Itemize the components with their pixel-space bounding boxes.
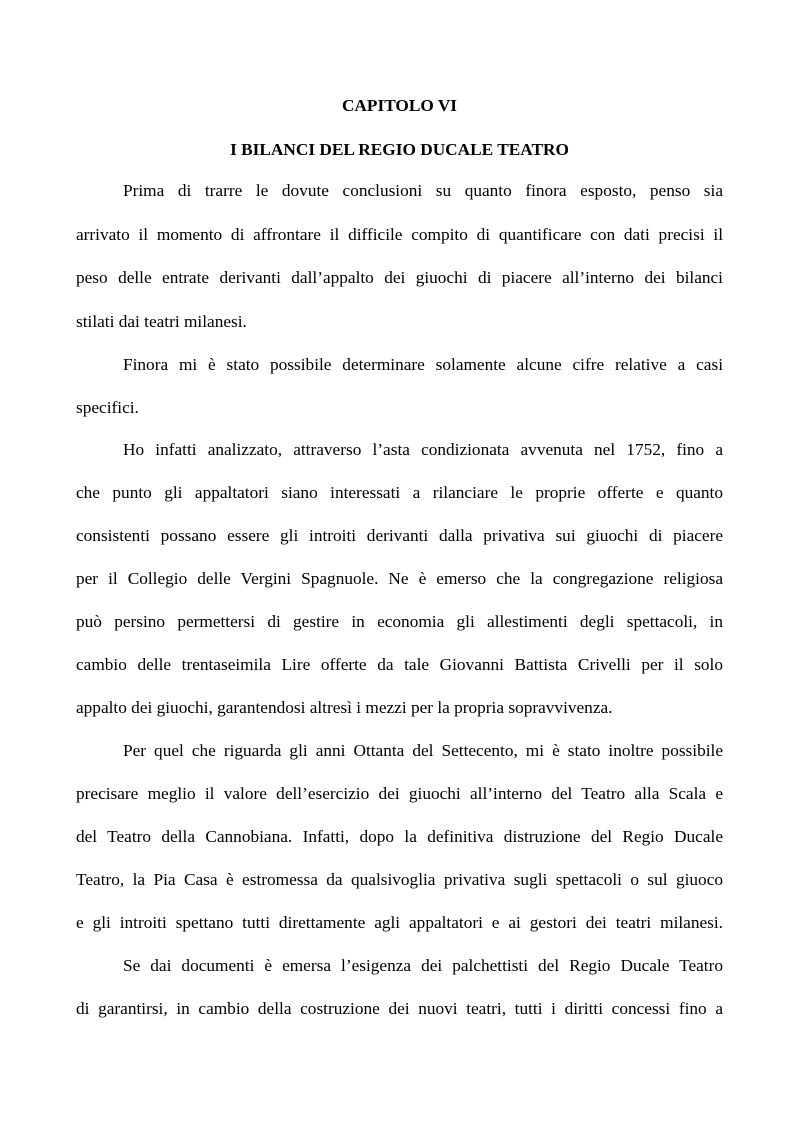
text-line: Se dai documenti è emersa l’esigenza dei palchettisti del Regio Ducale Teatro [123, 956, 723, 975]
text-line: peso delle entrate derivanti dall’appalto dei giuochi di piacere all’interno dei bilanci [76, 268, 723, 287]
text-line: Prima di trarre le dovute conclusioni su quanto finora esposto, penso sia [123, 181, 723, 200]
text-line: cambio delle trentaseimila Lire offerte da tale Giovanni Battista Crivelli per il solo [76, 655, 723, 674]
text-line: stilati dai teatri milanesi. [76, 312, 247, 331]
text-line: consistenti possano essere gli introiti derivanti dalla privativa sui giuochi di piacere [76, 526, 723, 545]
text-line: Teatro, la Pia Casa è estromessa da qualsivoglia privativa sugli spettacoli o sul giuoco [76, 870, 723, 889]
chapter-heading: CAPITOLO VI [341, 96, 458, 115]
text-line: del Teatro della Cannobiana. Infatti, dopo la definitiva distruzione del Regio Ducale [76, 827, 723, 846]
text-line: specifici. [76, 398, 139, 417]
text-line: arrivato il momento di affrontare il difficile compito di quantificare con dati precisi il [76, 225, 723, 244]
text-line: precisare meglio il valore dell’esercizio dei giuochi all’interno del Teatro alla Scala e [76, 784, 723, 803]
text-line: Per quel che riguarda gli anni Ottanta del Settecento, mi è stato inoltre possibile [123, 741, 723, 760]
text-line: che punto gli appaltatori siano interessati a rilanciare le proprie offerte e quanto [76, 483, 723, 502]
text-line: di garantirsi, in cambio della costruzione dei nuovi teatri, tutti i diritti concessi fino a [76, 999, 723, 1018]
text-line: può persino permettersi di gestire in economia gli allestimenti degli spettacoli, in [76, 612, 723, 631]
text-line: Ho infatti analizzato, attraverso l’asta condizionata avvenuta nel 1752, fino a [123, 440, 723, 459]
chapter-title: I BILANCI DEL REGIO DUCALE TEATRO [230, 140, 569, 159]
text-line: Finora mi è stato possibile determinare solamente alcune cifre relative a casi [123, 355, 723, 374]
text-line: per il Collegio delle Vergini Spagnuole. Ne è emerso che la congregazione religiosa [76, 569, 723, 588]
text-line: appalto dei giuochi, garantendosi altresì i mezzi per la propria sopravvivenza. [76, 698, 613, 717]
text-line: e gli introiti spettano tutti direttamente agli appaltatori e ai gestori dei teatri milanesi. [76, 913, 723, 932]
